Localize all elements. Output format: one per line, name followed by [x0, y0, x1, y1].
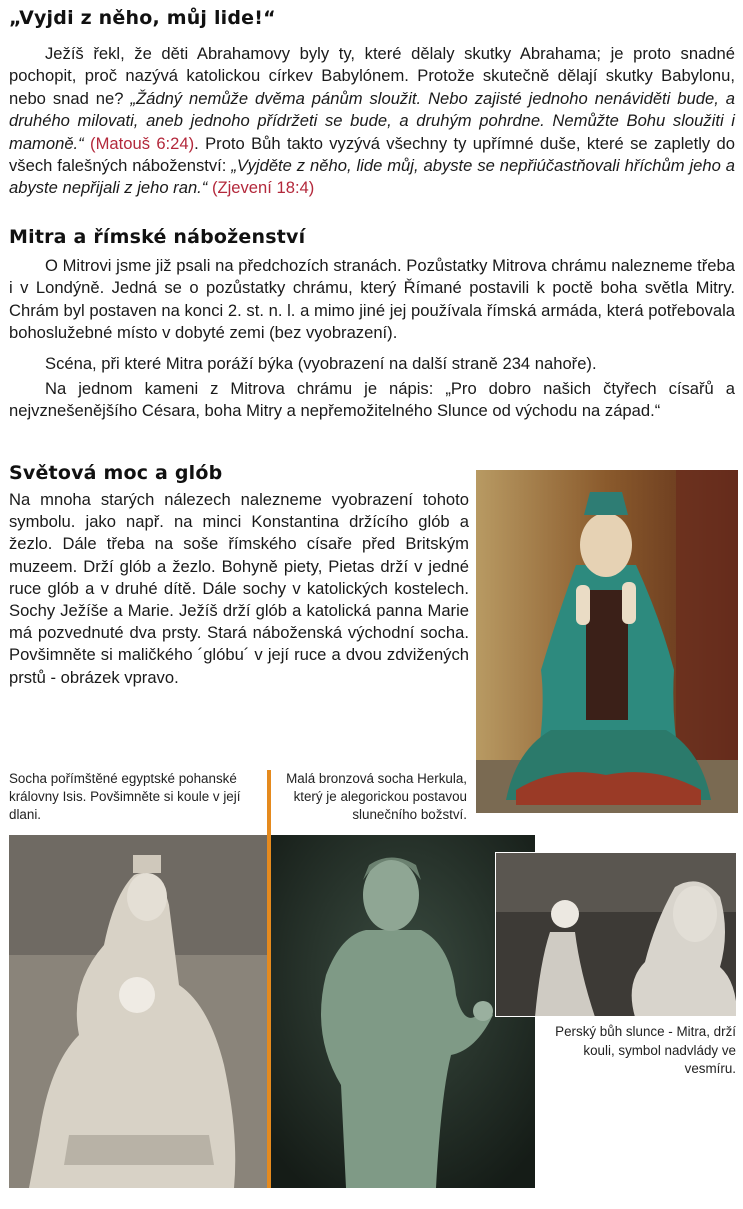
quote-matous: „Žádný nemůže dvěma pánům sloužit. Nebo zajisté jednoho nenáviděti bude, a druhého milovati, aneb jednoho přídržeti se bude, a druhým pohrdne. Nemůžte Bohu sloužiti i mamoně.“ — [9, 88, 736, 153]
paragraph-mitra-1: O Mitrovi jsme již psali na předchozích stranách. Pozůstatky Mitrova chrámu nalezneme třeba i v Londýně. Jedná se o pozůstatky chrámu, který Římané postavili k poctě boha světla Mitry. Chrám byl postaven na konci 2. st. n. l. a mimo jiné jej používala římská armáda, která potřebovala bohoslužebné místo v dobyté zemi (bez vyobrazení). — [9, 256, 735, 343]
section-title-mitra: Mitra a římské náboženství — [9, 226, 306, 248]
reference-zjeveni: (Zjevení 18:4) — [211, 178, 315, 198]
isis-statue-photo — [9, 835, 267, 1188]
quote-zjeveni: „Vyjděte z něho, lide můj, abyste se nepřiúčastňovali hříchům jeho a abyste nepřijali z jeho ran.“ — [9, 156, 735, 198]
para-text: Ježíš řekl, že děti Abrahamovy byly ty, které dělaly skutky Abrahama; je proto snadné pochopit, proč nazývá katolickou církev Babylónem. Protože skutečně dělají skutky Babylonu, nebo snad ne? — [9, 44, 735, 108]
caption-mitra: Perský bůh slunce - Mitra, drží kouli, symbol nadvlády ve vesmíru. — [555, 1024, 736, 1076]
section-title-vyjdi: „Vyjdi z něho, můj lide!“ — [9, 7, 276, 29]
para-text: . Proto Bůh takto vyzývá všechny ty upřímné duše, které se zapletly do všech falešných náboženství: — [9, 133, 735, 176]
reference-matous: (Matouš 6:24) — [90, 133, 195, 153]
paragraph-mitra-2: Scéna, při které Mitra poráží býka (vyobrazení na další straně 234 nahoře). — [45, 354, 597, 373]
section-title-glob: Světová moc a glób — [9, 462, 223, 484]
paragraph-vyjdi — [9, 43, 735, 200]
eastern-statue-photo — [476, 470, 738, 813]
caption-isis: Socha pořímštěné egyptské pohanské královny Isis. Povšimněte si koule v její dlani. — [9, 771, 241, 822]
caption-hercules: Malá bronzová socha Herkula, který je alegorickou postavou slunečního božství. — [286, 771, 467, 822]
paragraph-mitra-3: Na jednom kameni z Mitrova chrámu je nápis: „Pro dobro našich čtyřech císařů a nejvznešenějšího Césara, boha Mitry a nepřemožitelného Slunce od východu na západ.“ — [9, 379, 735, 421]
paragraph-glob: Na mnoha starých nálezech nalezneme vyobrazení tohoto symbolu. jako např. na minci Konstantina držícího glób a žezlo. Dále třeba na soše římského císaře před Britským muzeem. Drží glób a žezlo. Bohyně piety, Pietas drží v jedné ruce glób a v druhé dítě. Dále sochy v katolických kostelech. Sochy Ježíše a Marie. Ježíš drží glób a katolická panna Marie má pozvednuté dva prsty. Stará náboženská východní socha. Povšimněte si maličkého ´glóbu´ v její ruce a dvou zdvižených prstů - obrázek vpravo. — [9, 490, 469, 687]
mitra-photo-frame — [495, 852, 737, 1017]
